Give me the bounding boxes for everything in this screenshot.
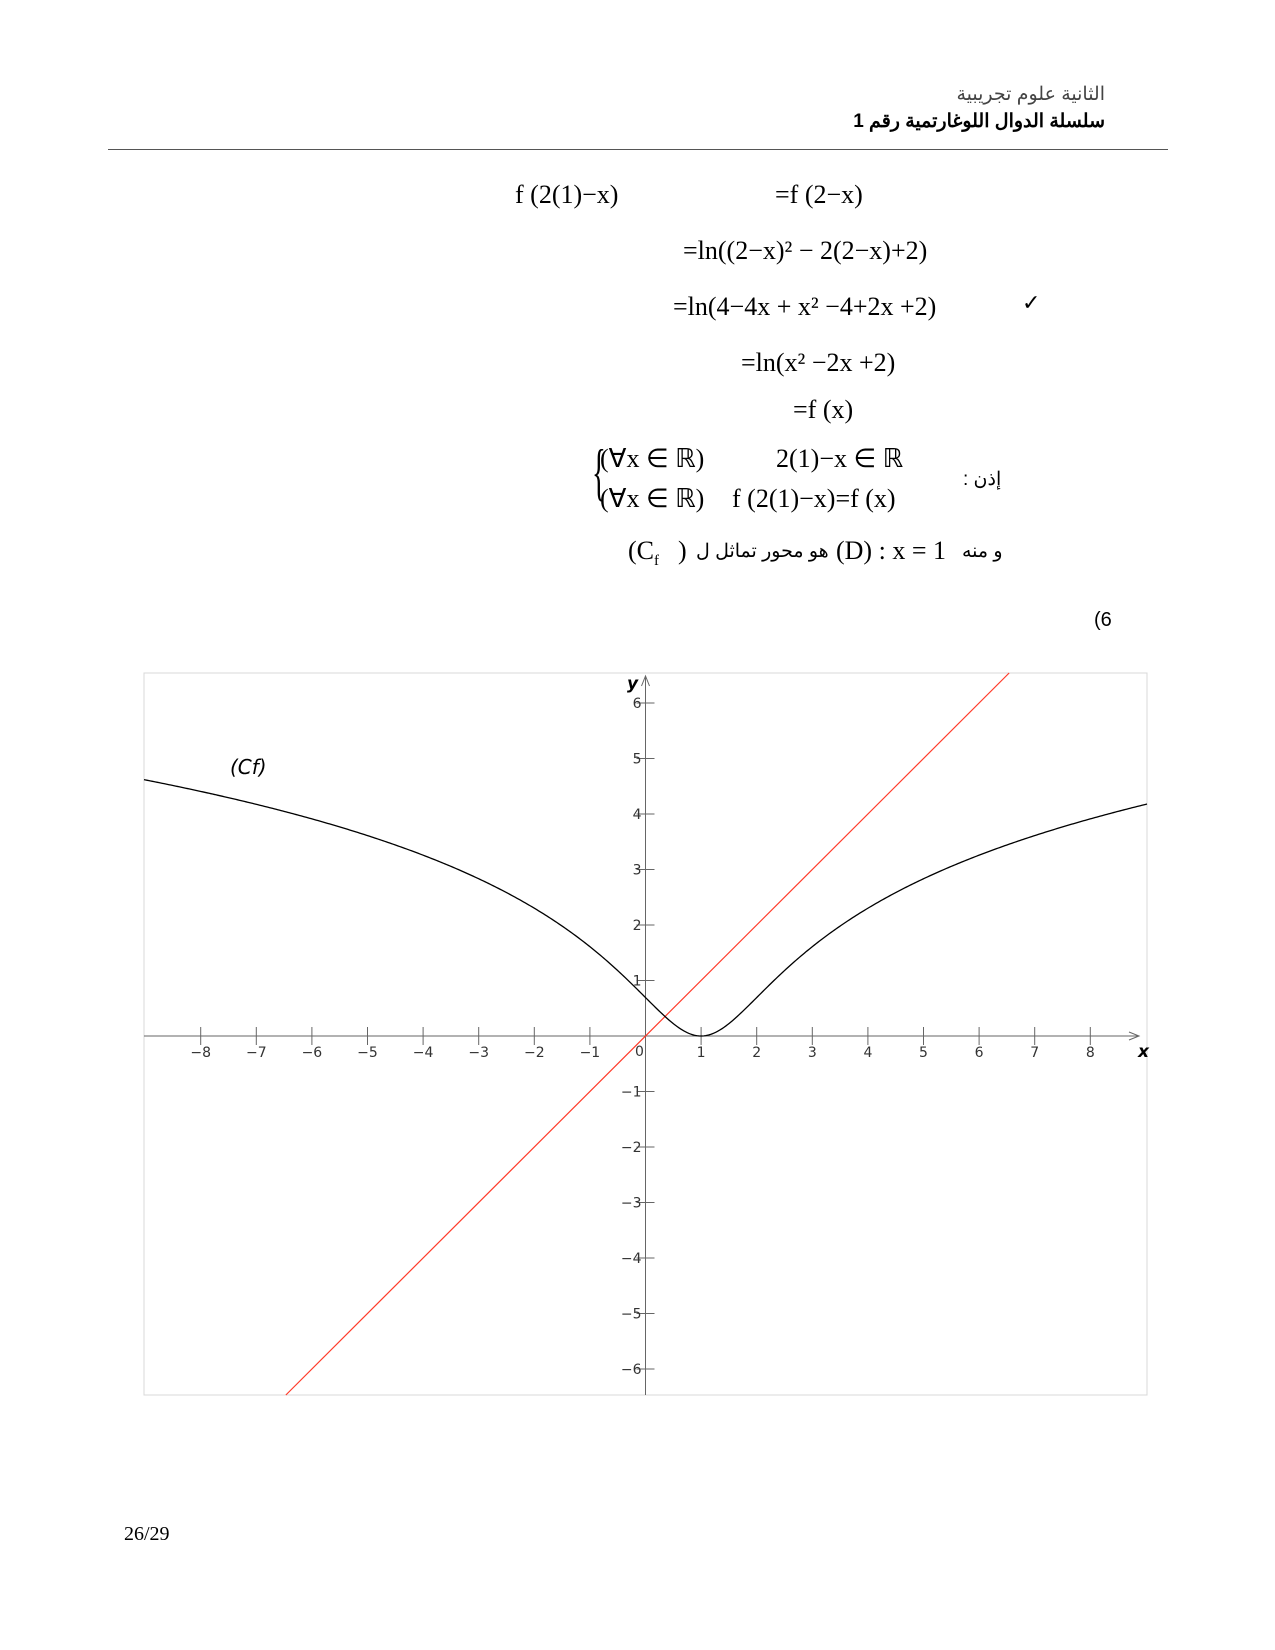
x-tick-label: 5 [919,1045,928,1061]
system-line-1-statement: 2(1)−x ∈ ℝ [776,444,904,473]
y-tick-label: 3 [632,862,642,879]
line-y-equals-x [286,673,1009,1395]
question-number: (6 [1094,609,1112,631]
system-brace: { [592,436,606,507]
x-tick-label: 8 [1085,1045,1095,1061]
x-tick-label: 1 [696,1045,706,1061]
x-tick-label: −7 [245,1045,267,1061]
y-tick-label: −3 [620,1195,642,1212]
x-tick-label: 4 [863,1045,873,1061]
x-axis-label: x [1138,1042,1149,1062]
conclusion-curve-c: (C [628,536,654,565]
math-line-3: =ln(4−4x + x² −4+2x +2) [673,292,937,321]
system-line-1-quantifier: (∀x ∈ ℝ) [600,444,705,473]
y-axis-label: y [627,674,639,694]
math-line-2: =ln((2−x)² − 2(2−x)+2) [683,236,928,265]
math-line-1-left: f (2(1)−x) [515,180,619,209]
conclusion-text-1: و منه [962,541,1003,562]
y-tick-label: 2 [632,918,642,934]
check-mark: ✓ [1022,290,1041,315]
conclusion-curve-close: ) [678,536,687,565]
conclusion-curve-sub: f [654,553,659,570]
y-tick-label: −5 [620,1306,642,1323]
x-tick-label: −3 [468,1045,490,1061]
math-line-1-right: =f (2−x) [775,180,863,209]
y-tick-label: 5 [632,751,642,768]
y-tick-label: −6 [620,1362,642,1378]
x-tick-label: 6 [974,1045,984,1061]
conclusion-text-2: هو محور تماثل ل [696,541,829,562]
x-tick-label: 7 [1030,1045,1040,1061]
system-label: إذن : [963,469,1002,490]
x-tick-label: −5 [357,1045,378,1061]
y-tick-label: −2 [620,1140,642,1156]
system-line-2-statement: f (2(1)−x)=f (x) [732,484,896,513]
y-tick-label: 6 [632,696,642,712]
system-line-2-quantifier: (∀x ∈ ℝ) [600,484,705,513]
x-tick-label: −6 [301,1045,323,1061]
x-tick-label: 2 [752,1045,762,1061]
x-tick-label: −4 [412,1045,434,1061]
y-tick-label: 1 [632,973,642,990]
y-tick-label: 4 [632,807,642,823]
page-number: 26/29 [124,1523,170,1545]
math-line-5: =f (x) [793,395,854,424]
x-tick-label: −1 [579,1045,601,1061]
y-tick-label: −1 [620,1084,642,1101]
conclusion-axis-equation: (D) : x = 1 [836,536,946,565]
curve-label: (Cf) [230,755,267,779]
header-title: سلسلة الدوال اللوغارتمية رقم 1 [853,111,1105,132]
math-line-4: =ln(x² −2x +2) [741,348,896,377]
x-tick-label: −8 [190,1045,212,1061]
x-tick-label: 3 [807,1045,817,1061]
origin-label: 0 [635,1044,644,1060]
header-level: الثانية علوم تجريبية [956,84,1105,105]
x-tick-label: −2 [523,1045,545,1061]
y-tick-label: −4 [620,1251,642,1267]
